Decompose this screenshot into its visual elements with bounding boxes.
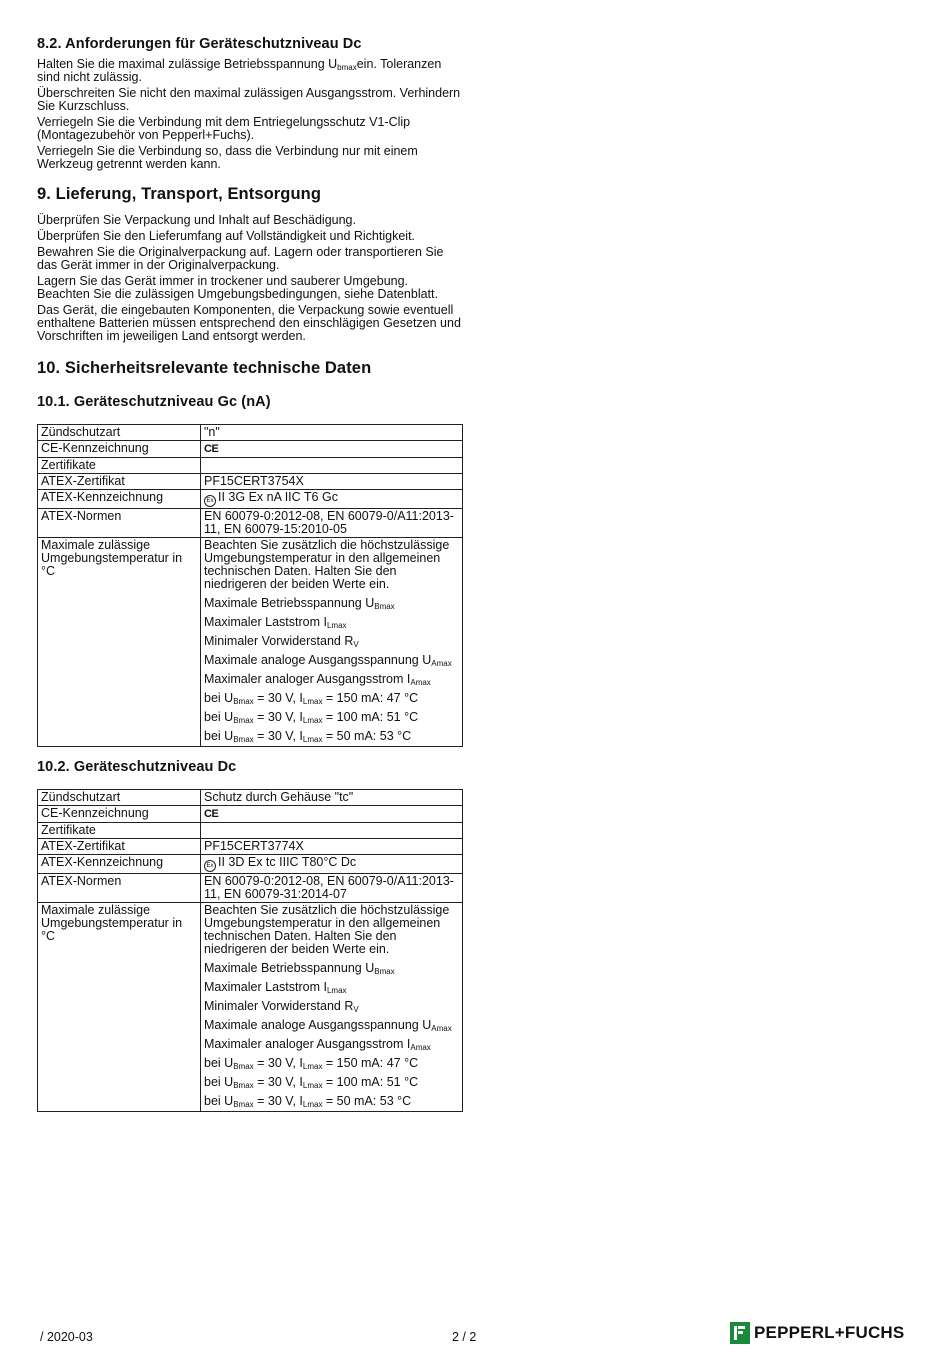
table-row <box>38 474 463 490</box>
company-logo <box>730 1322 904 1344</box>
document-body <box>37 36 463 1112</box>
atex-zertifikat-value: PF15CERT3754X <box>201 474 463 490</box>
table-row <box>38 490 463 509</box>
atex-kennzeichnung-value <box>201 490 463 509</box>
temp-row-3: bei $U_{Bmax} = 30$ V, $I_{Lmax} = 50$ mA: 53 °C <box>204 1094 412 1109</box>
s9-paragraph-1: Überprüfen Sie Verpackung und Inhalt auf Beschädigung. <box>37 213 356 227</box>
atex-kennzeichnung-text: II 3G Ex nA IIC T6 Gc <box>218 490 338 504</box>
table-row <box>38 806 463 823</box>
temp-row-1: bei $U_{Bmax} = 30$ V, $I_{Lmax} = 150$ mA: 47 °C <box>204 1056 419 1071</box>
s9-paragraph-5: Das Gerät, die eingebauten Komponenten, die Verpackung sowie eventuell enthaltene Batterien müssen entsprechend den einschlägigen Gesetzen und Vorschriften im jeweiligen Land entsorgt werden. <box>37 303 461 343</box>
atex-normen-label: ATEX-Normen <box>38 874 201 903</box>
table-row <box>38 538 463 747</box>
table-row <box>38 509 463 538</box>
s82-paragraph-4: Verriegeln Sie die Verbindung so, dass die Verbindung nur mit einem Werkzeug getrennt werden kann. <box>37 144 418 171</box>
rv-line: Minimaler Vorwiderstand $R_V$ <box>204 634 359 649</box>
section-10-2-title: 10.2. Geräteschutzniveau Dc <box>37 759 237 775</box>
s82-paragraph-2: Überschreiten Sie nicht den maximal zulässigen Ausgangsstrom. Verhindern Sie Kurzschluss. <box>37 86 461 113</box>
temperature-label: Maximale zulässige Umgebungstemperatur in °C <box>38 903 201 1112</box>
temp-row-2: bei $U_{Bmax} = 30$ V, $I_{Lmax} = 100$ mA: 51 °C <box>204 710 419 725</box>
temperature-values <box>201 903 463 1112</box>
s82-paragraph-1 <box>37 58 463 84</box>
ia-line: Maximaler analoger Ausgangsstrom $I_{Amax}$ <box>204 1037 431 1052</box>
atex-zertifikat-label: ATEX-Zertifikat <box>38 474 201 490</box>
atex-normen-value: EN 60079-0:2012-08, EN 60079-0/A11:2013-11, EN 60079-31:2014-07 <box>201 874 463 903</box>
table-row <box>38 855 463 874</box>
atex-kennzeichnung-value <box>201 855 463 874</box>
il-line: Maximaler Laststrom $I_{Lmax}$ <box>204 615 347 630</box>
ce-value <box>201 441 463 458</box>
atex-normen-value: EN 60079-0:2012-08, EN 60079-0/A11:2013-11, EN 60079-15:2010-05 <box>201 509 463 538</box>
ce-mark-icon: CE <box>204 808 219 820</box>
page-number: 2 / 2 <box>452 1330 477 1344</box>
ia-line: Maximaler analoger Ausgangsstrom $I_{Amax}$ <box>204 672 431 687</box>
ub-line: Maximale Betriebsspannung $U_{Bmax}$ <box>204 596 395 611</box>
s9-paragraph-3: Bewahren Sie die Originalverpackung auf. Lagern oder transportieren Sie das Gerät immer in der Originalverpackung. <box>37 245 444 272</box>
section-10-title: 10. Sicherheitsrelevante technische Daten <box>37 359 372 377</box>
s82-p1-sub: bmax <box>337 63 357 72</box>
table-row <box>38 823 463 839</box>
zertifikate-label: Zertifikate <box>38 823 201 839</box>
atex-kennzeichnung-text: II 3D Ex tc IIIC T80°C Dc <box>218 855 357 869</box>
spec-table-gc <box>37 424 463 747</box>
zuendschutzart-label: Zündschutzart <box>38 790 201 806</box>
temp-row-2: bei $U_{Bmax} = 30$ V, $I_{Lmax} = 100$ mA: 51 °C <box>204 1075 419 1090</box>
zuendschutzart-value: "n" <box>201 425 463 441</box>
pf-logo-shape-icon <box>733 1325 747 1341</box>
ce-mark-icon: CE <box>204 443 219 455</box>
ex-mark-icon: Ex <box>204 860 216 872</box>
rv-line: Minimaler Vorwiderstand $R_V$ <box>204 999 359 1014</box>
zertifikate-value <box>201 458 463 474</box>
atex-zertifikat-value: PF15CERT3774X <box>201 839 463 855</box>
logo-text: PEPPERL+FUCHS <box>754 1323 905 1342</box>
s9-paragraph-4: Lagern Sie das Gerät immer in trockener und sauberer Umgebung. Beachten Sie die zulässigen Umgebungsbedingungen, siehe Datenblatt. <box>37 274 438 301</box>
ua-line: Maximale analoge Ausgangsspannung $U_{Amax}$ <box>204 653 452 668</box>
s9-paragraph-2: Überprüfen Sie den Lieferumfang auf Vollständigkeit und Richtigkeit. <box>37 229 416 243</box>
footer-date: / 2020-03 <box>40 1330 93 1344</box>
table-row <box>38 874 463 903</box>
zertifikate-label: Zertifikate <box>38 458 201 474</box>
ub-line: Maximale Betriebsspannung $U_{Bmax}$ <box>204 961 395 976</box>
zertifikate-value <box>201 823 463 839</box>
atex-kennzeichnung-label: ATEX-Kennzeichnung <box>38 490 201 509</box>
table-row <box>38 425 463 441</box>
zuendschutzart-label: Zündschutzart <box>38 425 201 441</box>
temp-note: Beachten Sie zusätzlich die höchstzulässige Umgebungstemperatur in den allgemeinen technischen Daten. Halten Sie den niedrigeren der beiden Werte ein. <box>204 903 450 956</box>
temp-row-3: bei $U_{Bmax} = 30$ V, $I_{Lmax} = 50$ mA: 53 °C <box>204 729 412 744</box>
s82-paragraph-3: Verriegeln Sie die Verbindung mit dem Entriegelungsschutz V1-Clip (Montagezubehör von Pepperl+Fuchs). <box>37 115 411 142</box>
temp-row-1: bei $U_{Bmax} = 30$ V, $I_{Lmax} = 150$ mA: 47 °C <box>204 691 419 706</box>
ce-value <box>201 806 463 823</box>
section-8-2-title: 8.2. Anforderungen für Geräteschutzniveau Dc <box>37 36 362 52</box>
table-row <box>38 458 463 474</box>
section-10-1-title: 10.1. Geräteschutzniveau Gc (nA) <box>37 394 271 410</box>
s82-p1-text-2: ein. Toleranzen sind nicht zulässig. <box>37 57 442 84</box>
s82-p1-text: Halten Sie die maximal zulässige Betriebsspannung U <box>37 57 338 71</box>
atex-kennzeichnung-label: ATEX-Kennzeichnung <box>38 855 201 874</box>
table-row <box>38 790 463 806</box>
table-row <box>38 839 463 855</box>
table-row <box>38 441 463 458</box>
il-line: Maximaler Laststrom $I_{Lmax}$ <box>204 980 347 995</box>
section-9-title: 9. Lieferung, Transport, Entsorgung <box>37 185 322 203</box>
temperature-values <box>201 538 463 747</box>
ua-line: Maximale analoge Ausgangsspannung $U_{Amax}$ <box>204 1018 452 1033</box>
ce-label: CE-Kennzeichnung <box>38 806 201 823</box>
table-row <box>38 903 463 1112</box>
atex-zertifikat-label: ATEX-Zertifikat <box>38 839 201 855</box>
temperature-label: Maximale zulässige Umgebungstemperatur in °C <box>38 538 201 747</box>
ex-mark-icon: Ex <box>204 495 216 507</box>
spec-table-dc <box>37 789 463 1112</box>
temp-note: Beachten Sie zusätzlich die höchstzulässige Umgebungstemperatur in den allgemeinen technischen Daten. Halten Sie den niedrigeren der beiden Werte ein. <box>204 538 450 591</box>
zuendschutzart-value: Schutz durch Gehäuse "tc" <box>201 790 463 806</box>
ce-label: CE-Kennzeichnung <box>38 441 201 458</box>
pf-logo-icon <box>730 1322 750 1344</box>
atex-normen-label: ATEX-Normen <box>38 509 201 538</box>
